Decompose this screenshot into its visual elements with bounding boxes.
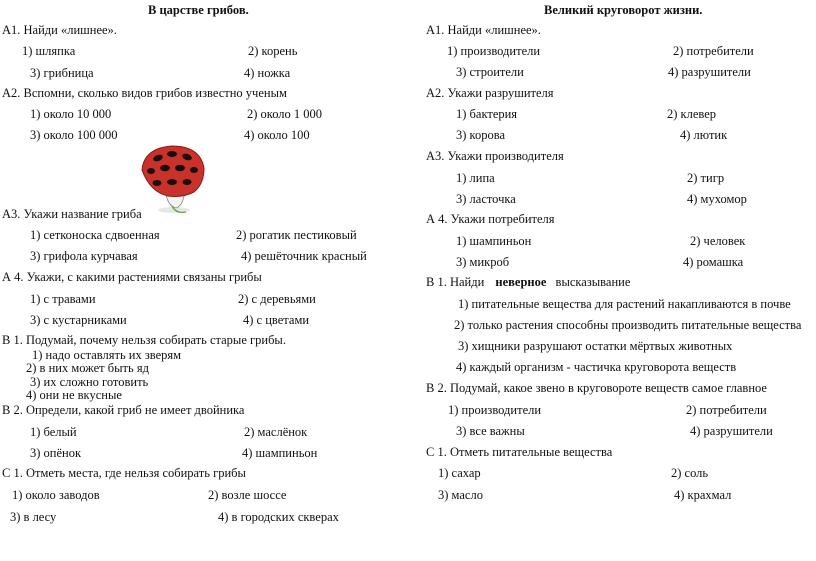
left-c1-option-2: 2) возле шоссе	[208, 488, 287, 502]
left-a2-option-4: 4) около 100	[244, 128, 310, 142]
left-b2-option-4: 4) шампиньон	[242, 446, 318, 460]
right-a1-option-3: 3) строители	[456, 65, 524, 79]
left-a3-option-2: 2) рогатик пестиковый	[236, 228, 357, 242]
right-a2-question: А2. Укажи разрушителя	[426, 86, 554, 100]
left-a1-option-1: 1) шляпка	[22, 44, 76, 58]
right-c1-option-4: 4) крахмал	[674, 488, 732, 502]
right-b2-option-2: 2) потребители	[686, 403, 767, 417]
right-b2-option-3: 3) все важны	[456, 424, 525, 438]
left-a4-option-4: 4) с цветами	[243, 313, 310, 327]
left-a1-option-2: 2) корень	[248, 44, 298, 58]
right-b1-question-emphasis: неверное	[495, 275, 547, 289]
left-b1-option-3: 3) их сложно готовить	[30, 375, 149, 389]
right-c1-option-3: 3) масло	[438, 488, 483, 502]
left-a4-question: А 4. Укажи, с какими растениями связаны грибы	[2, 270, 262, 284]
right-c1-option-1: 1) сахар	[438, 466, 481, 480]
left-a2-option-3: 3) около 100 000	[30, 128, 118, 142]
right-a4-question: А 4. Укажи потребителя	[426, 212, 555, 226]
left-a3-question: А3. Укажи название гриба	[2, 207, 142, 221]
right-a3-question: А3. Укажи производителя	[426, 149, 564, 163]
left-a4-option-1: 1) с травами	[30, 292, 96, 306]
left-b1-option-1: 1) надо оставлять их зверям	[32, 348, 182, 362]
right-a2-option-3: 3) корова	[456, 128, 506, 142]
right-a2-option-1: 1) бактерия	[456, 107, 518, 121]
right-a1-question: А1. Найди «лишнее».	[426, 23, 541, 37]
left-b2-option-3: 3) опёнок	[30, 446, 82, 460]
clathrus-mushroom-image	[138, 140, 208, 218]
left-a2-option-1: 1) около 10 000	[30, 107, 112, 121]
left-a4-option-2: 2) с деревьями	[238, 292, 316, 306]
right-a1-option-2: 2) потребители	[673, 44, 754, 58]
right-b2-question: В 2. Подумай, какое звено в круговороте веществ самое главное	[426, 381, 767, 395]
left-b2-question: В 2. Определи, какой гриб не имеет двойника	[2, 403, 245, 417]
right-b1-question-end: высказывание	[555, 275, 631, 289]
right-title: Великий круговорот жизни.	[544, 3, 703, 17]
right-b1-option-1: 1) питательные вещества для растений накапливаются в почве	[458, 297, 791, 311]
left-a2-option-2: 2) около 1 000	[247, 107, 323, 121]
right-b1-question-start: В 1. Найди	[426, 275, 485, 289]
right-b1-option-2: 2) только растения способны производить питательные вещества	[454, 318, 802, 332]
left-a1-option-4: 4) ножка	[244, 66, 291, 80]
right-a3-option-2: 2) тигр	[687, 171, 725, 185]
right-a1-option-4: 4) разрушители	[668, 65, 751, 79]
left-a3-option-1: 1) сетконоска сдвоенная	[30, 228, 160, 242]
right-a4-option-1: 1) шампиньон	[456, 234, 532, 248]
right-c1-question: С 1. Отметь питательные вещества	[426, 445, 613, 459]
right-a2-option-4: 4) лютик	[680, 128, 728, 142]
left-a4-option-3: 3) с кустарниками	[30, 313, 127, 327]
right-a4-option-3: 3) микроб	[456, 255, 510, 269]
left-a3-option-3: 3) грифола курчавая	[30, 249, 138, 263]
right-a2-option-2: 2) клевер	[667, 107, 717, 121]
left-a1-question: А1. Найди «лишнее».	[2, 23, 117, 37]
left-b1-option-2: 2) в них может быть яд	[26, 361, 149, 375]
right-c1-option-2: 2) соль	[671, 466, 709, 480]
left-b2-option-2: 2) маслёнок	[244, 425, 308, 439]
right-b1-option-3: 3) хищники разрушают остатки мёртвых животных	[458, 339, 733, 353]
right-b2-option-4: 4) разрушители	[690, 424, 773, 438]
right-a4-option-4: 4) ромашка	[683, 255, 744, 269]
left-b1-question: В 1. Подумай, почему нельзя собирать старые грибы.	[2, 333, 286, 347]
left-a3-option-4: 4) решёточник красный	[241, 249, 367, 263]
right-a1-option-1: 1) производители	[447, 44, 541, 58]
left-c1-question: С 1. Отметь места, где нельзя собирать грибы	[2, 466, 246, 480]
left-c1-option-1: 1) около заводов	[12, 488, 100, 502]
right-a4-option-2: 2) человек	[690, 234, 746, 248]
right-a3-option-4: 4) мухомор	[687, 192, 747, 206]
left-title: В царстве грибов.	[148, 3, 249, 17]
left-b2-option-1: 1) белый	[30, 425, 77, 439]
left-a1-option-3: 3) грибница	[30, 66, 94, 80]
right-b2-option-1: 1) производители	[448, 403, 542, 417]
right-b1-question	[426, 275, 630, 289]
left-c1-option-3: 3) в лесу	[10, 510, 57, 524]
left-c1-option-4: 4) в городских скверах	[218, 510, 339, 524]
right-a3-option-1: 1) липа	[456, 171, 495, 185]
right-b1-option-4: 4) каждый организм - частичка круговорота веществ	[456, 360, 737, 374]
right-a3-option-3: 3) ласточка	[456, 192, 516, 206]
left-b1-option-4: 4) они не вкусные	[26, 388, 122, 402]
left-a2-question: А2. Вспомни, сколько видов грибов известно ученым	[2, 86, 287, 100]
